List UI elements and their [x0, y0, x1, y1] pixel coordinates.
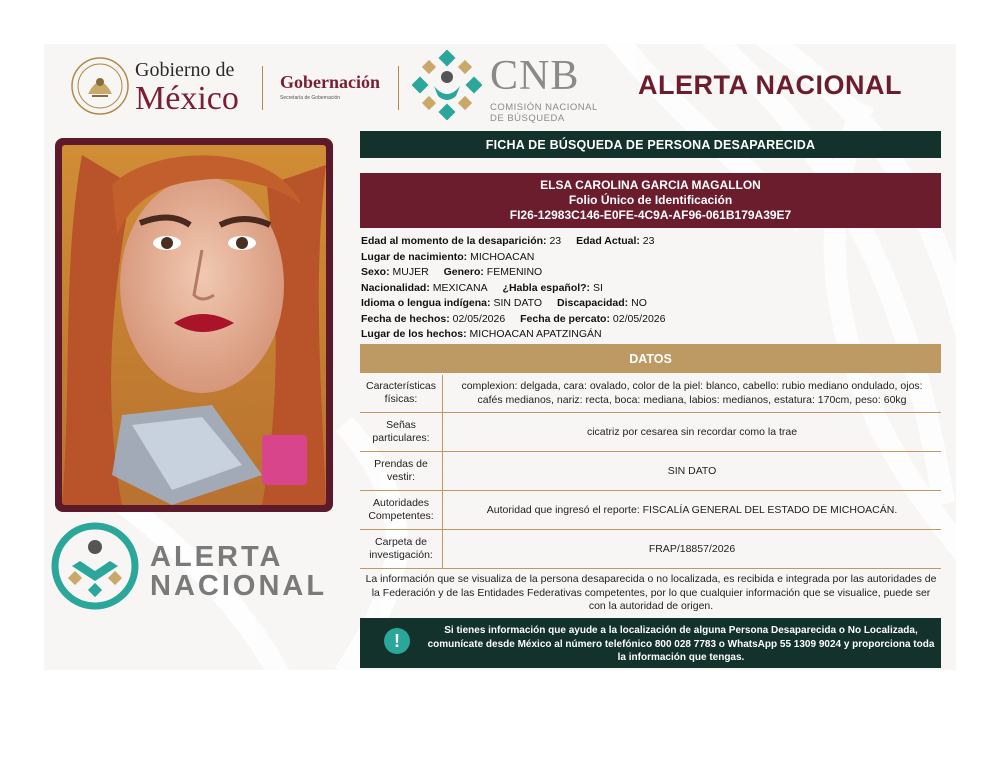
row-value: cicatriz por cesarea sin recordar como la trae — [443, 412, 941, 451]
info-row — [361, 250, 677, 266]
cnb-sub2: DE BÚSQUEDA — [490, 112, 565, 124]
info-label: Lugar de los hechos: — [361, 328, 467, 340]
info-row — [361, 327, 677, 343]
table-row — [360, 451, 941, 490]
info-label: Lugar de nacimiento: — [361, 250, 468, 263]
mexico-seal-icon — [70, 56, 130, 116]
row-label: Carpeta de investigación: — [360, 529, 443, 568]
gobierno-line1: Gobierno de — [135, 59, 235, 81]
table-row — [360, 490, 941, 529]
info-value: 02/05/2026 — [612, 312, 666, 325]
missing-person-photo — [62, 145, 326, 505]
person-name: ELSA CAROLINA GARCIA MAGALLON — [540, 178, 761, 192]
info-value: SIN DATO — [493, 297, 543, 309]
cnb-acronym: CNB — [490, 53, 580, 99]
info-label: Edad al momento de la desaparición: — [361, 235, 547, 247]
header-divider — [262, 66, 263, 110]
disclaimer-text: La información que se visualiza de la persona desaparecida o no localizada, es recibida e integrada por las autoridades de la Federación y de las Entidades Federativas competentes, por lo que cualquier información que se visualice, puede ser con la autoridad de origen. — [365, 573, 937, 612]
info-value: SI — [592, 281, 603, 294]
info-label: Fecha de hechos: — [361, 312, 450, 325]
info-row — [361, 234, 677, 250]
header-divider — [398, 66, 399, 110]
logo-line1: ALERTA — [150, 541, 284, 573]
contact-text: Si tienes información que ayude a la localización de alguna Persona Desaparecida o No Localizada, comunícate desde México al número telefónico 800 028 7783 o WhatsApp 55 1309 9024 y proporciona toda la información que tengas. — [427, 625, 935, 663]
info-label: ¿Habla español?: — [502, 281, 591, 294]
cnb-sub1: COMISIÓN NACIONAL — [490, 102, 598, 113]
person-info-list — [361, 234, 677, 343]
info-value: 23 — [549, 235, 562, 247]
info-row — [361, 296, 677, 312]
info-value: 23 — [642, 235, 655, 247]
row-label: Características físicas: — [360, 375, 443, 412]
info-label: Nacionalidad: — [361, 281, 430, 294]
datos-table — [360, 375, 941, 569]
info-label: Discapacidad: — [556, 297, 629, 309]
gobernacion-subtitle: Secretaría de Gobernación — [280, 95, 341, 101]
gobierno-de-mexico-logo — [135, 60, 239, 116]
row-label: Señas particulares: — [360, 412, 443, 451]
info-label: Genero: — [443, 266, 484, 278]
info-label: Idioma o lengua indígena: — [361, 297, 491, 309]
cnb-emblem-icon — [412, 50, 482, 120]
info-value: MEXICANA — [432, 281, 488, 294]
table-row — [360, 412, 941, 451]
row-value: FRAP/18857/2026 — [443, 529, 941, 568]
row-label: Autoridades Competentes: — [360, 490, 443, 529]
alerta-nacional-logo-text — [150, 543, 327, 601]
folio-value: FI26-12983C146-E0FE-4C9A-AF96-061B179A39E7 — [509, 208, 792, 222]
cnb-logo-text — [490, 55, 598, 125]
info-value: MUJER — [392, 266, 429, 278]
info-value: MICHOACAN — [470, 250, 535, 263]
row-label: Prendas de vestir: — [360, 451, 443, 490]
info-value: NO — [631, 297, 647, 309]
datos-title-bar: DATOS — [360, 344, 941, 373]
info-value: MICHOACAN APATZINGÁN — [469, 328, 602, 340]
row-value: complexion: delgada, cara: ovalado, color de la piel: blanco, cabello: rubio mediano ondulado, ojos: cafés medianos, nariz: recta, boca: mediana, labios: medianos, estatura: 170cm, peso: 60kg — [443, 375, 941, 412]
info-label: Fecha de percato: — [520, 312, 610, 325]
info-row — [361, 281, 677, 297]
row-value: SIN DATO — [443, 451, 941, 490]
gobierno-line2: México — [135, 80, 239, 117]
alert-title: ALERTA NACIONAL — [638, 70, 902, 100]
folio-label: Folio Único de Identificación — [568, 193, 733, 207]
gobernacion-logo — [280, 72, 380, 101]
person-identity-box — [360, 173, 941, 228]
exclamation-icon: ! — [384, 628, 410, 654]
logo-line2: NACIONAL — [150, 570, 328, 602]
info-row — [361, 265, 677, 281]
table-row — [360, 529, 941, 568]
row-value: Autoridad que ingresó el reporte: FISCALÍA GENERAL DEL ESTADO DE MICHOACÁN. — [443, 490, 941, 529]
info-value: 02/05/2026 — [452, 312, 506, 325]
info-label: Sexo: — [361, 266, 390, 278]
ficha-title-bar: FICHA DE BÚSQUEDA DE PERSONA DESAPARECIDA — [360, 131, 941, 158]
info-label: Edad Actual: — [576, 235, 640, 247]
gobernacion-title: Gobernación — [280, 72, 381, 92]
info-row — [361, 312, 677, 328]
table-row — [360, 375, 941, 412]
info-value: FEMENINO — [486, 266, 543, 278]
alerta-nacional-emblem-icon — [50, 521, 140, 611]
